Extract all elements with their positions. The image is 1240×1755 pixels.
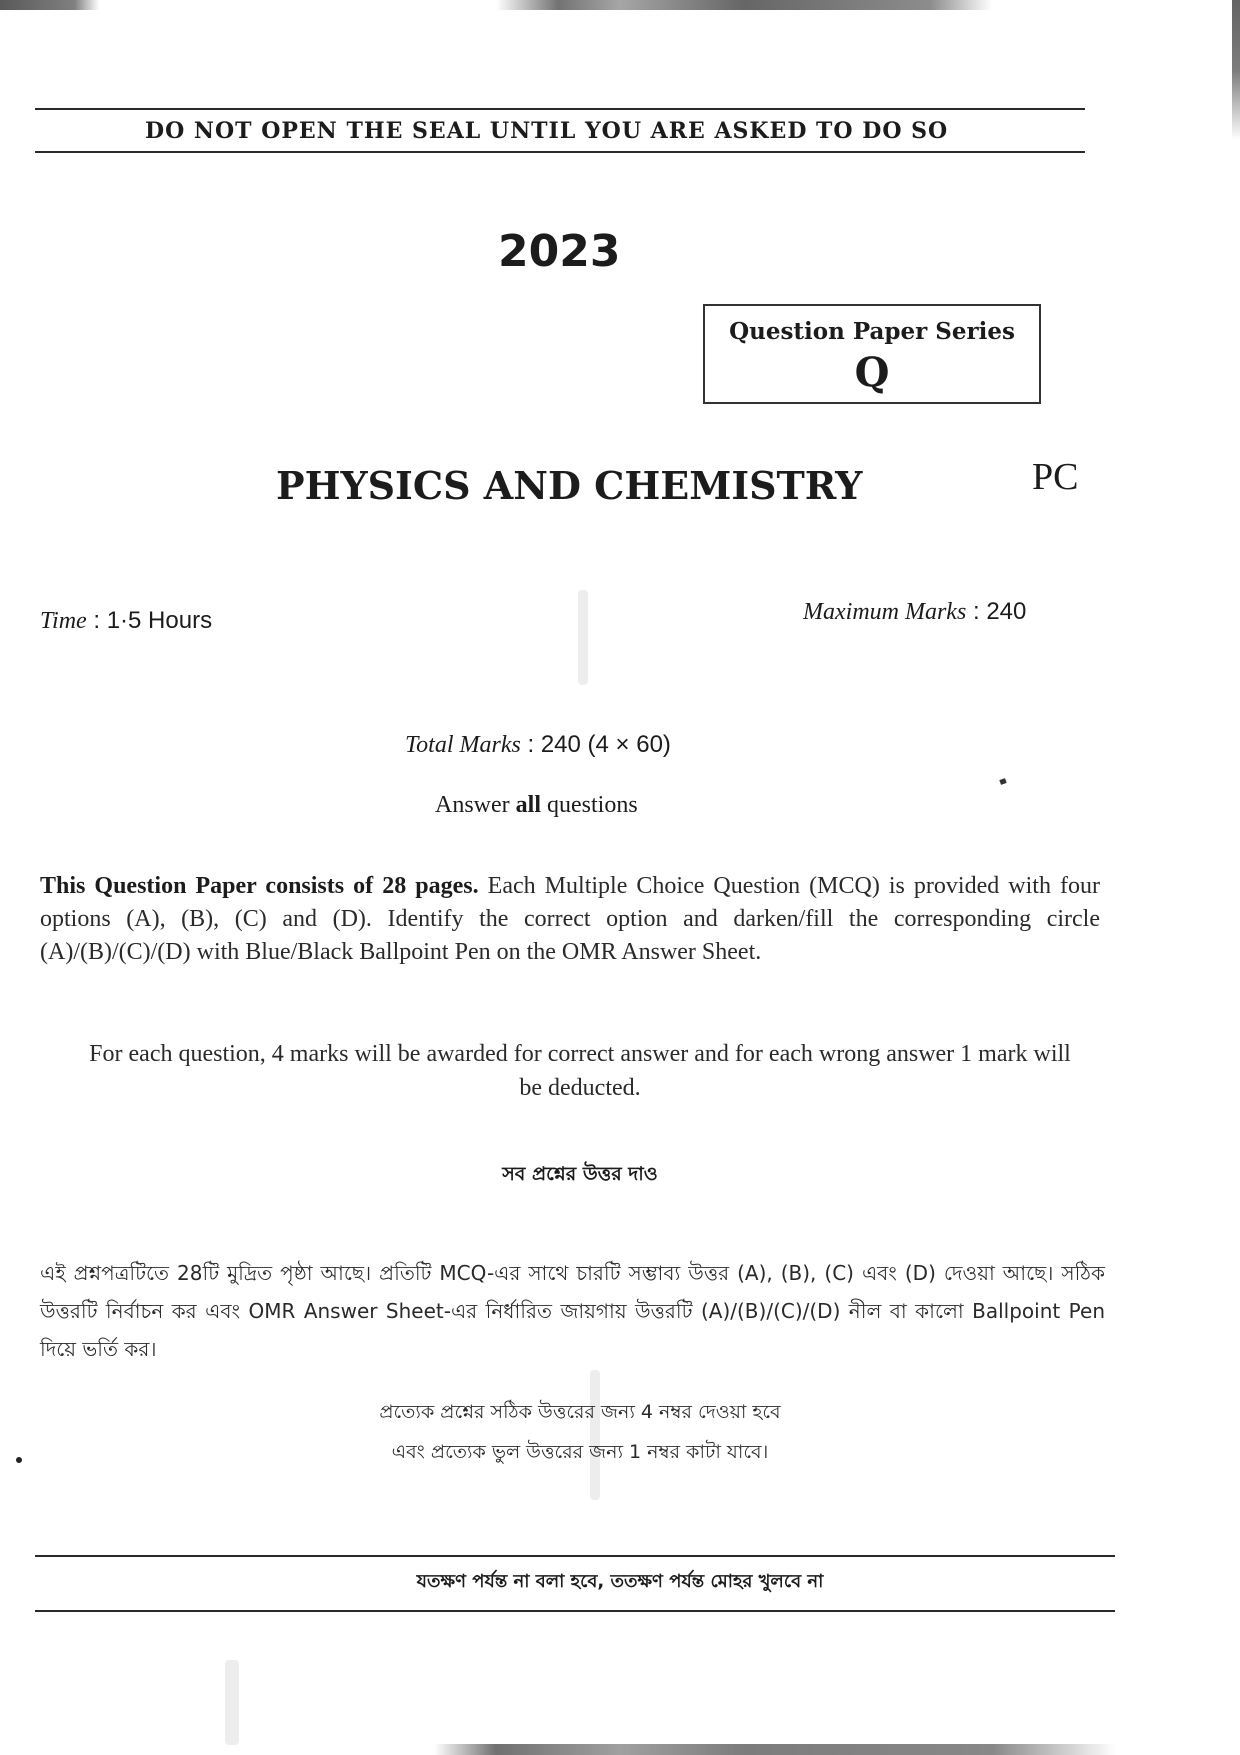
seal-notice-bengali: যতক্ষণ পর্যন্ত না বলা হবে, ততক্ষণ পর্যন্ত মোহর খুলবে না [416, 1571, 824, 1592]
max-marks-value: : 240 [972, 598, 1027, 625]
subject-code: PC [1032, 456, 1079, 498]
time-allowed [40, 607, 212, 635]
scan-shadow-bottom [0, 1744, 1240, 1755]
series-label: Question Paper Series [729, 318, 1015, 345]
marking-scheme-english: For each question, 4 marks will be awarded for correct answer and for each wrong answer 1 mark will be deducted. [89, 1041, 1071, 1101]
max-marks-label: Maximum Marks [803, 599, 967, 625]
bottom-rule-lower [35, 1610, 1115, 1612]
scan-smudge [578, 590, 588, 685]
marking-scheme-bengali [210, 1392, 950, 1472]
time-label: Time [40, 608, 87, 634]
series-code: Q [854, 349, 890, 396]
instructions-lead: This Question Paper consists of 28 pages. [40, 873, 479, 899]
seal-notice-english: DO NOT OPEN THE SEAL UNTIL YOU ARE ASKED TO DO SO [145, 118, 949, 144]
question-paper-series-box [703, 304, 1041, 404]
top-rule-lower [35, 151, 1085, 153]
scan-shadow-top [0, 0, 1240, 10]
time-value: : 1·5 Hours [93, 607, 213, 634]
stray-dot [16, 1457, 22, 1463]
instructions-body: Each Multiple Choice Question (MCQ) is provided with four options (A), (B), (C) and (D). Identify the correct option and darken/fill the corresponding circle (A)/(B)/(C)/(D) with Blue/Black Ballpoint Pen on the OMR Answer Sheet. [40, 873, 1101, 965]
stray-mark [999, 778, 1006, 785]
instructions-bengali: এই প্রশ্নপত্রটিতে 28টি মুদ্রিত পৃষ্ঠা আছে। প্রতিটি MCQ-এর সাথে চারটি সম্ভাব্য উত্তর (A), (B), (C) এবং (D) দেওয়া আছে। সঠিক উত্তরটি নির্বাচন কর এবং OMR Answer Sheet-এর নির্ধারিত জায়গায় উত্তরটি (A)/(B)/(C)/(D) নীল বা কালো Ballpoint Pen দিয়ে ভর্তি কর। [40, 1261, 1105, 1361]
answer-all-instruction [435, 792, 638, 819]
answer-all-bengali: সব প্রশ্নের উত্তর দাও [502, 1163, 658, 1185]
total-marks-label: Total Marks [405, 732, 521, 758]
instructions-english [40, 870, 1100, 969]
scan-smudge [225, 1660, 239, 1745]
top-rule-upper [35, 108, 1085, 110]
marking-bengali-line-2: এবং প্রত্যেক ভুল উত্তরের জন্য 1 নম্বর কাটা যাবে। [391, 1441, 769, 1463]
answer-all-prefix: Answer [435, 792, 516, 818]
answer-all-bold: all [515, 792, 541, 818]
answer-all-suffix: questions [541, 792, 638, 818]
total-marks [405, 731, 671, 759]
total-marks-value: : 240 (4 × 60) [527, 731, 671, 758]
bottom-rule-upper [35, 1555, 1115, 1557]
scan-shadow-right [1232, 0, 1240, 1755]
maximum-marks [803, 598, 1026, 626]
subject-title: PHYSICS AND CHEMISTRY [276, 463, 863, 508]
marking-bengali-line-1: প্রত্যেক প্রশ্নের সঠিক উত্তরের জন্য 4 নম্বর দেওয়া হবে [379, 1401, 781, 1423]
exam-year: 2023 [498, 226, 621, 277]
